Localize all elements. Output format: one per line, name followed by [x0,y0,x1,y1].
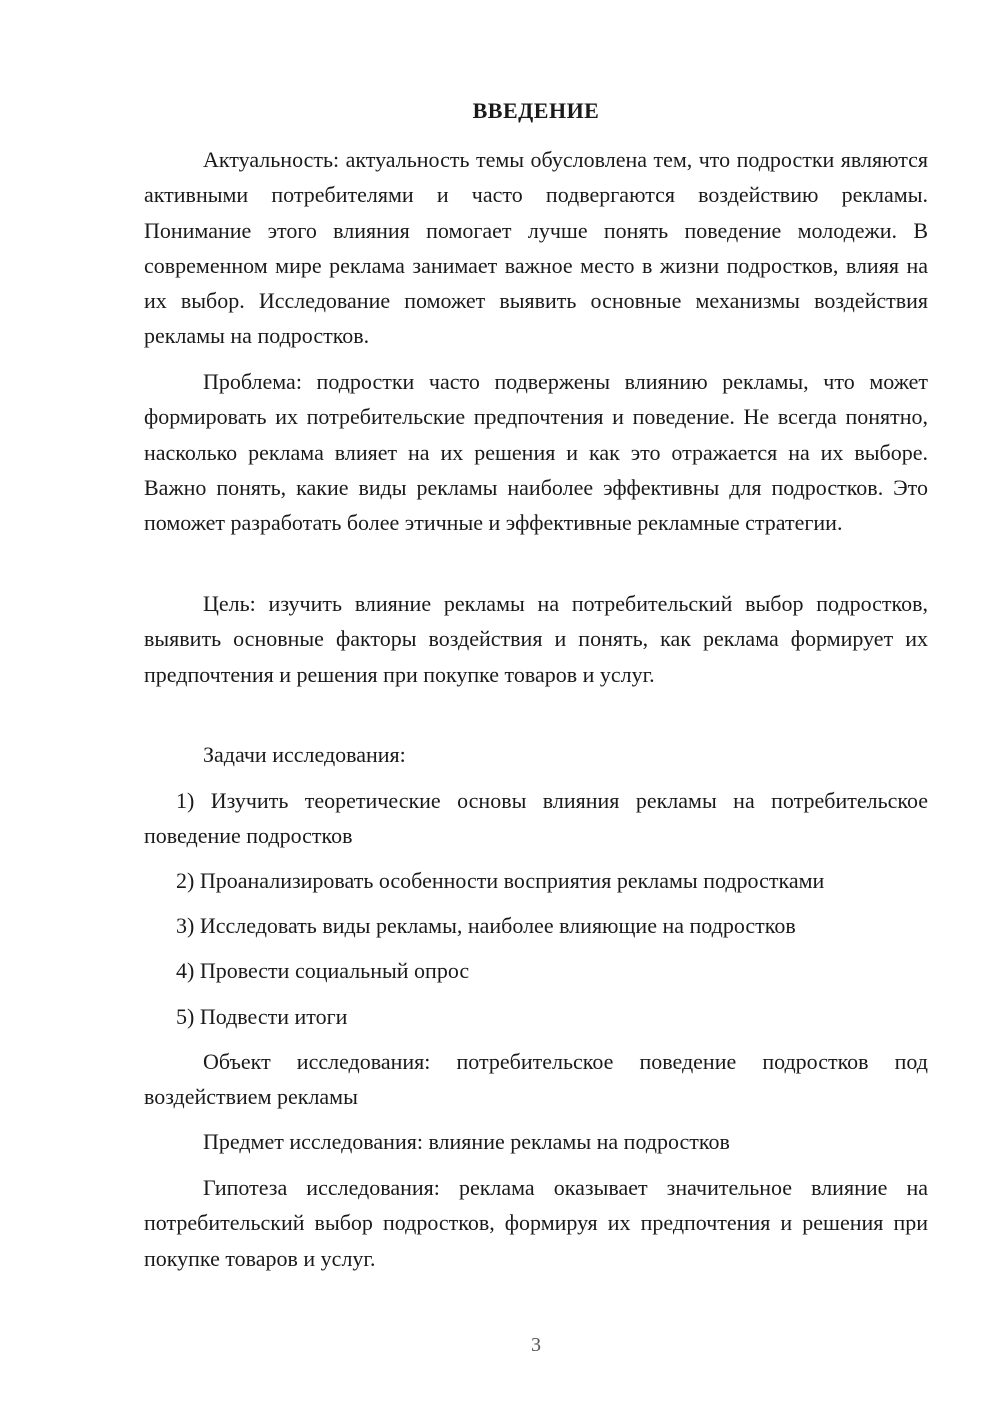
paragraph-problem: Проблема: подростки часто подвержены влиянию рекламы, что может формировать их потребительские предпочтения и поведение. Не всегда понятно, насколько реклама влияет на их решения и как это отражается на их выборе. Важно понять, какие виды рекламы наиболее эффективны для подростков. Это поможет разработать более этичные и эффективные рекламные стратегии. [144,369,928,536]
paragraph-subject: Предмет исследования: влияние рекламы на подростков [203,1129,730,1154]
paragraph-hypothesis: Гипотеза исследования: реклама оказывает значительное влияние на потребительский выбор подростков, формируя их предпочтения и решения при покупке товаров и услуг. [144,1175,928,1271]
page-title: ВВЕДЕНИЕ [472,98,600,123]
task-item-3: 3) Исследовать виды рекламы, наиболее влияющие на подростков [176,913,796,938]
task-item-2: 2) Проанализировать особенности восприятия рекламы подростками [176,868,825,893]
page-number: 3 [531,1334,541,1356]
paragraph-object: Объект исследования: потребительское поведение подростков под воздействием рекламы [144,1049,928,1110]
paragraph-relevance: Актуальность: актуальность темы обусловлена тем, что подростки являются активными потребителями и часто подвергаются воздействию рекламы. Понимание этого влияния помогает лучше понять поведение молодежи. В современном мире реклама занимает важное место в жизни подростков, влияя на их выбор. Исследование поможет выявить основные механизмы воздействия рекламы на подростков. [144,147,928,349]
task-item-5: 5) Подвести итоги [176,1004,348,1029]
tasks-heading: Задачи исследования: [203,742,406,767]
task-item-1: 1) Изучить теоретические основы влияния рекламы на потребительское поведение подростков [144,788,928,849]
paragraph-goal: Цель: изучить влияние рекламы на потребительский выбор подростков, выявить основные факторы воздействия и понять, как реклама формирует их предпочтения и решения при покупке товаров и услуг. [144,591,928,687]
task-item-4: 4) Провести социальный опрос [176,958,470,983]
